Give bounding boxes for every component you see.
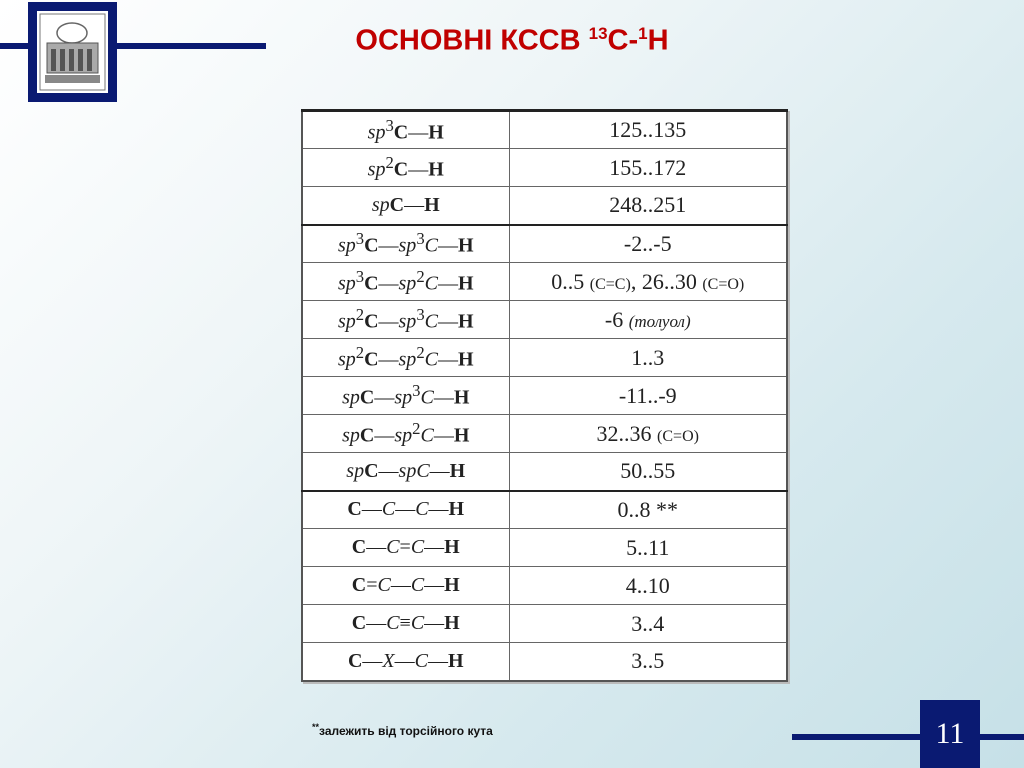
table-row [302, 605, 787, 643]
bond-type-cell: $spC—sp^3C—H$ [302, 377, 509, 415]
table-row [302, 491, 787, 529]
bond-type-cell: C—C—C—H [302, 491, 509, 529]
bond-type-cell: C=C—C—H [302, 567, 509, 605]
page-title: ОСНОВНІ КССВ $^{13}$С-$^1$Н [355, 24, 669, 57]
footnote [312, 722, 493, 738]
table-row [302, 529, 787, 567]
coupling-value-cell: 3..4 [509, 605, 787, 643]
coupling-value-cell: -11..-9 [509, 377, 787, 415]
coupling-value-cell: -2..-5 [509, 225, 787, 263]
page-number: 11 [920, 700, 980, 768]
bond-type-cell: $sp^3C—sp^3C—H$ [302, 225, 509, 263]
coupling-value-cell: 3..5 [509, 643, 787, 681]
coupling-value-cell: 1..3 [509, 339, 787, 377]
table-row [302, 301, 787, 339]
footnote-marker: ** [312, 722, 320, 732]
table-row [302, 377, 787, 415]
table-row [302, 111, 787, 149]
bond-type-cell: $sp^3C—H$ [302, 111, 509, 149]
bond-type-cell: C—C≡C—H [302, 605, 509, 643]
bond-type-cell: spC—spC—H [302, 453, 509, 491]
coupling-value-cell: -6 (толуол) [509, 301, 787, 339]
coupling-value-cell: 0..8 ** [509, 491, 787, 529]
bond-type-cell: $sp^2C—sp^3C—H$ [302, 301, 509, 339]
table-row [302, 567, 787, 605]
bond-type-cell: $sp^2C—H$ [302, 149, 509, 187]
bottom-rule-left [792, 734, 920, 740]
bottom-rule-right [980, 734, 1024, 740]
bond-type-cell: $sp^3C—sp^2C—H$ [302, 263, 509, 301]
table-row [302, 187, 787, 225]
table-row [302, 339, 787, 377]
coupling-value-cell: 50..55 [509, 453, 787, 491]
bond-type-cell: $sp^2C—sp^2C—H$ [302, 339, 509, 377]
table-row [302, 149, 787, 187]
footnote-text: залежить від торсійного кута [319, 724, 493, 738]
bond-type-cell: $spC—sp^2C—H$ [302, 415, 509, 453]
table-row [302, 225, 787, 263]
bond-type-cell: C—C=C—H [302, 529, 509, 567]
coupling-value-cell: 4..10 [509, 567, 787, 605]
coupling-value-cell: 32..36 (C=O) [509, 415, 787, 453]
table-row [302, 415, 787, 453]
coupling-value-cell: 0..5 (C=C), 26..30 (C=O) [509, 263, 787, 301]
table-row [302, 263, 787, 301]
bond-type-cell: spC—H [302, 187, 509, 225]
coupling-value-cell: 155..172 [509, 149, 787, 187]
bond-type-cell: C—X—C—H [302, 643, 509, 681]
coupling-value-cell: 5..11 [509, 529, 787, 567]
coupling-value-cell: 248..251 [509, 187, 787, 225]
table-row [302, 453, 787, 491]
table-row [302, 643, 787, 681]
coupling-constants-table [301, 109, 788, 682]
coupling-value-cell: 125..135 [509, 111, 787, 149]
